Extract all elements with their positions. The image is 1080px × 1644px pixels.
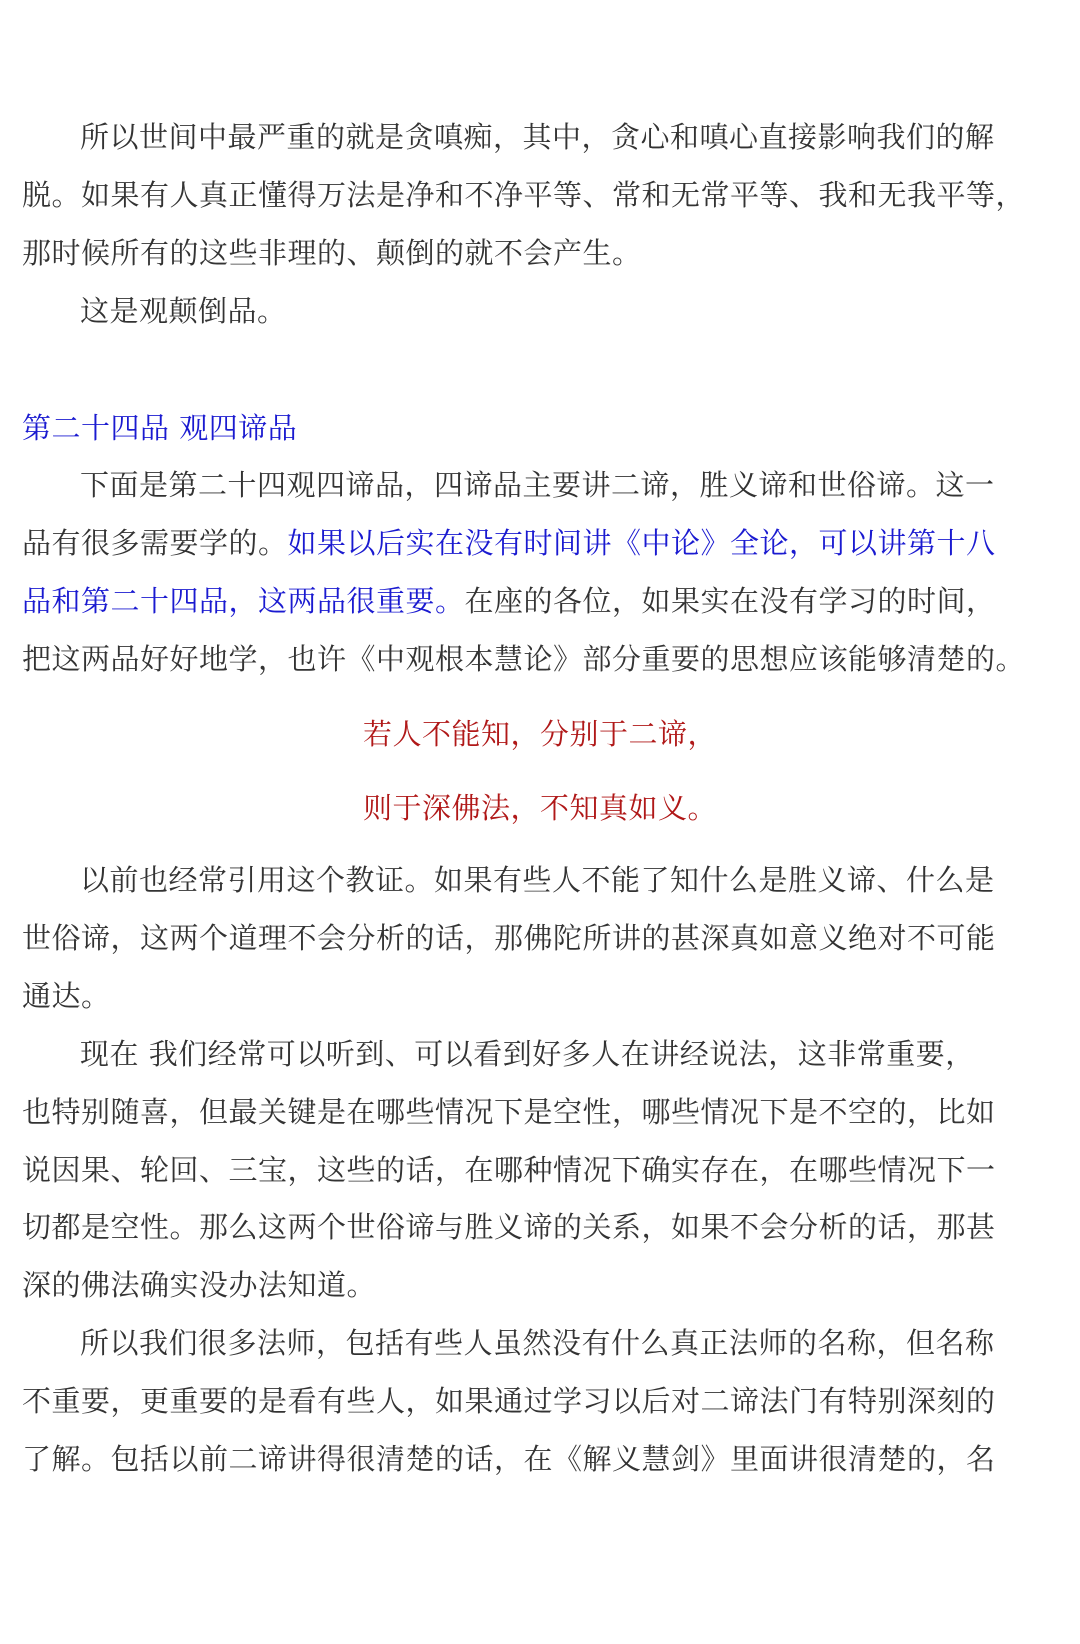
- paragraph-5-line-2: 也特别随喜，但最关键是在哪些情况下是空性，哪些情况下是不空的，比如: [22, 1095, 996, 1129]
- paragraph-3-highlight-end: 品和第二十四品，这两品很重要。: [22, 584, 465, 618]
- paragraph-4-line-2: 世俗谛，这两个道理不会分析的话，那佛陀所讲的甚深真如意义绝对不可能: [22, 921, 996, 955]
- section-heading: 第二十四品 观四谛品: [22, 411, 298, 445]
- verse-line-2: 则于深佛法，不知真如义。: [362, 791, 717, 825]
- paragraph-1-line-2: 脱。如果有人真正懂得万法是净和不净平等、常和无常平等、我和无我平等，: [22, 178, 1026, 212]
- paragraph-3-line-1: 下面是第二十四观四谛品，四谛品主要讲二谛，胜义谛和世俗谛。这一: [80, 468, 995, 502]
- paragraph-6-line-2: 不重要，更重要的是看有些人，如果通过学习以后对二谛法门有特别深刻的: [22, 1384, 996, 1418]
- paragraph-6-line-3: 了解。包括以前二谛讲得很清楚的话，在《解义慧剑》里面讲很清楚的，名: [22, 1442, 996, 1476]
- paragraph-3-line-2: [22, 523, 996, 563]
- paragraph-1-line-1: 所以世间中最严重的就是贪嗔痴，其中，贪心和嗔心直接影响我们的解: [80, 120, 995, 154]
- verse-line-1: 若人不能知，分别于二谛，: [362, 717, 717, 751]
- paragraph-6-line-1: 所以我们很多法师，包括有些人虽然没有什么真正法师的名称，但名称: [80, 1326, 995, 1360]
- paragraph-3-line-4: 把这两品好好地学，也许《中观根本慧论》部分重要的思想应该能够清楚的。: [22, 642, 1026, 676]
- paragraph-5-line-3: 说因果、轮回、三宝，这些的话，在哪种情况下确实存在，在哪些情况下一: [22, 1153, 996, 1187]
- paragraph-2: 这是观颠倒品。: [80, 294, 287, 328]
- paragraph-3-line-3: [22, 581, 996, 621]
- paragraph-3-highlight-start: 如果以后实在没有时间讲《中论》全论，可以讲第十八: [287, 526, 996, 560]
- paragraph-4-line-1: 以前也经常引用这个教证。如果有些人不能了知什么是胜义谛、什么是: [80, 863, 995, 897]
- paragraph-3-line-3-plain: 在座的各位，如果实在没有学习的时间，: [464, 584, 996, 618]
- paragraph-4-line-3: 通达。: [22, 979, 111, 1013]
- paragraph-5-line-1: 现在 我们经常可以听到、可以看到好多人在讲经说法，这非常重要，: [80, 1037, 975, 1071]
- paragraph-5-line-5: 深的佛法确实没办法知道。: [22, 1268, 377, 1302]
- paragraph-5-line-4: 切都是空性。那么这两个世俗谛与胜义谛的关系，如果不会分析的话，那甚: [22, 1210, 996, 1244]
- paragraph-1-line-3: 那时候所有的这些非理的、颠倒的就不会产生。: [22, 236, 642, 270]
- paragraph-3-line-2-plain: 品有很多需要学的。: [22, 526, 288, 560]
